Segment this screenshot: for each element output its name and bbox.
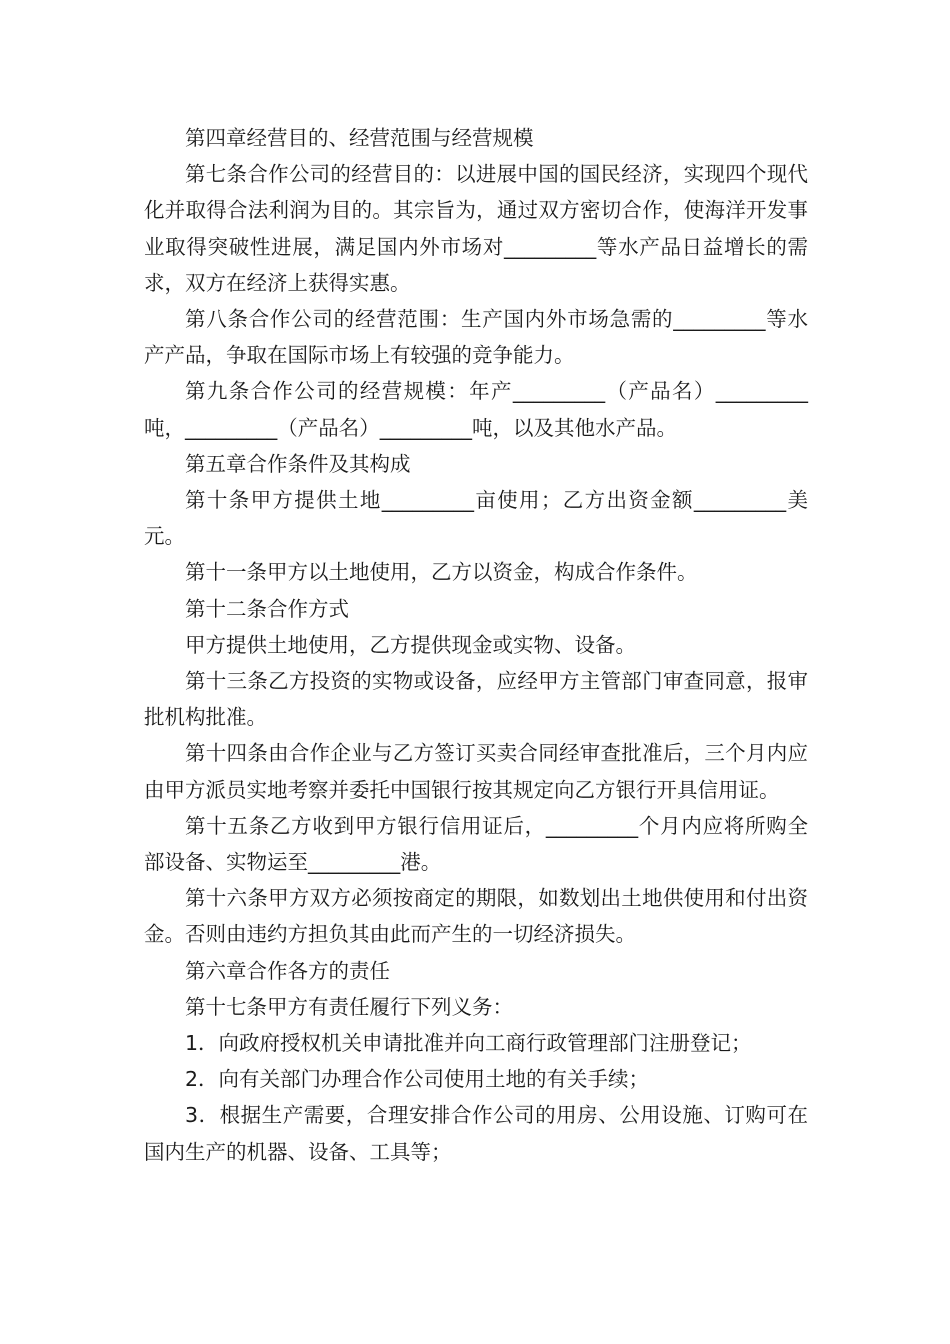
- chapter-5-heading: 第五章合作条件及其构成: [185, 451, 411, 476]
- article-10: 第十条甲方提供土地_________亩使用；乙方出资金额_________美元。: [144, 488, 808, 549]
- document-page: [144, 120, 808, 1170]
- article-12-body: 甲方提供土地使用，乙方提供现金或实物、设备。: [185, 632, 636, 657]
- article-11: 第十一条甲方以土地使用，乙方以资金，构成合作条件。: [185, 560, 698, 585]
- chapter-4-heading: 第四章经营目的、经营范围与经营规模: [185, 126, 534, 150]
- article-17-item-1: 1．向政府授权机关申请批准并向工商行政管理部门注册登记；: [185, 1031, 752, 1056]
- article-7: 第七条合作公司的经营目的：以进展中国的国民经济，实现四个现代化并取得合法利润为目的。其宗旨为，通过双方密切合作，使海洋开发事业取得突破性进展，满足国内外市场对_________等水产品日益增长的需求，双方在经济上获得实惠。: [144, 162, 808, 295]
- article-16: 第十六条甲方双方必须按商定的期限，如数划出土地供使用和付出资金。否则由违约方担负其由此而产生的一切经济损失。: [144, 886, 808, 947]
- chapter-6-heading: 第六章合作各方的责任: [185, 958, 390, 983]
- article-9: 第九条合作公司的经营规模：年产_________（产品名）_________吨，_________（产品名）_________吨，以及其他水产品。: [144, 379, 808, 440]
- article-15: 第十五条乙方收到甲方银行信用证后，_________个月内应将所购全部设备、实物运至_________港。: [144, 813, 808, 875]
- article-8: 第八条合作公司的经营范围：生产国内外市场急需的_________等水产产品，争取在国际市场上有较强的竞争能力。: [144, 307, 808, 368]
- article-12: 第十二条合作方式: [185, 596, 349, 621]
- article-13: 第十三条乙方投资的实物或设备，应经甲方主管部门审查同意，报审批机构批准。: [144, 669, 808, 730]
- article-17-item-3: 3．根据生产需要，合理安排合作公司的用房、公用设施、订购可在国内生产的机器、设备、工具等；: [144, 1103, 808, 1164]
- article-17-item-2: 2．向有关部门办理合作公司使用土地的有关手续；: [185, 1067, 650, 1092]
- article-17: 第十七条甲方有责任履行下列义务：: [185, 994, 513, 1019]
- article-14: 第十四条由合作企业与乙方签订买卖合同经审查批准后，三个月内应由甲方派员实地考察并委托中国银行按其规定向乙方银行开具信用证。: [144, 741, 808, 802]
